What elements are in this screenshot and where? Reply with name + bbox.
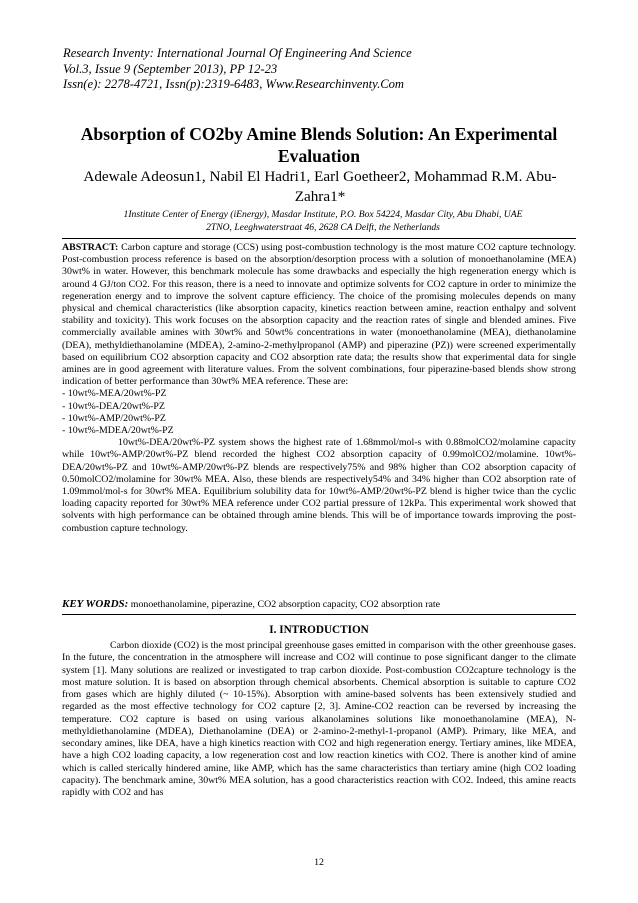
divider-top (62, 238, 576, 239)
affiliations (68, 208, 578, 234)
divider-keywords (62, 614, 576, 615)
title-line-2: Evaluation (277, 146, 361, 166)
page-number: 12 (314, 857, 324, 868)
affiliation-1: 1Institute Center of Energy (iEnergy), Masdar Institute, P.O. Box 54224, Masdar City, Abu Dhabi, UAE (123, 209, 523, 220)
keywords-text: monoethanolamine, piperazine, CO2 absorption capacity, CO2 absorption rate (130, 599, 441, 610)
keywords (62, 598, 576, 611)
blend-item-3: - 10wt%-AMP/20wt%-PZ (62, 412, 166, 424)
intro-paragraph: Carbon dioxide (CO2) is the most principal greenhouse gases emitted in comparison with the other greenhouse gases. In the future, the concentration in the atmosphere will increase and CO2 will continue to pose significant danger to the climate system [1]. Many solutions are realized or investigated to trap carbon dioxide. Post-combustion CO2capture technology is the most mature solution. It is based on absorption through chemical absorbents. Chemical absorption is suitable to capture CO2 from gases which are highly diluted (~ 10-15%). Absorption with amine-based solvents has been extensively studied and regarded as the most effective technology for CO2 capture [2, 3]. Amine-CO2 reaction can be reversed by increasing the temperature. CO2 capture is based on using various alkanolamines solutions like monoethanolamine (MEA), N-methyldiethanolamine (MDEA), Diethanolamine (DEA) or 2-amino-2-methyl-1-propanol (AMP). Primary, like MEA, and secondary amines, like DEA, have a high kinetics reaction with CO2 and high regeneration energy. Tertiary amines, like MDEA, have a high CO2 loading capacity, a low regeneration cost and low reaction kinetics with CO2. There is another kind of amine which is called sterically hindered amine, like AMP, which has the same characteristics than tertiary amine (high CO2 loading capacity). The benchmark amine, 30wt% MEA solution, has a good characteristics reaction with CO2. Indeed, this amine reacts rapidly with CO2 and has (62, 640, 576, 798)
title-line-1: Absorption of CO2by Amine Blends Solution: An Experimental (80, 124, 558, 144)
blend-item-4: - 10wt%-MDEA/20wt%-PZ (62, 425, 174, 437)
introduction (62, 640, 576, 799)
authors-line-1: Adewale Adeosun1, Nabil El Hadri1, Earl Goetheer2, Mohammad R.M. Abu- (83, 168, 557, 185)
blend-item-1: - 10wt%-MEA/20wt%-PZ (62, 388, 167, 400)
journal-header (63, 46, 583, 93)
authors-line-2: Zahra1* (294, 188, 346, 205)
journal-name: Research Inventy: International Journal Of Engineering And Science (63, 46, 412, 60)
abstract-paragraph-1 (62, 242, 576, 388)
keywords-label: KEY WORDS: (62, 598, 129, 610)
authors (40, 167, 600, 207)
blend-item-2: - 10wt%-DEA/20wt%-PZ (62, 400, 165, 412)
paper-title (40, 123, 598, 167)
section-heading: I. INTRODUCTION (269, 624, 369, 636)
abstract-text-1: Carbon capture and storage (CCS) using post-combustion technology is the most mature CO2 capture technology. Post-combustion process reference is based on the absorption/desorption process with a solution of monoethanolamine (MEA) 30wt% in water. However, this benchmark molecule has some drawbacks and especially the high regeneration energy which is around 4 GJ/ton CO2. For this reason, there is a need to innovate and optimize solvents for CO2 capture in order to minimize the regeneration energy and to improve the solvent capture efficiency. The choice of the promising molecules depends on many physical and chemical characteristics (like absorption capacity, kinetics reaction between amine, reaction enthalpy and solvent stability and toxicity). This work focuses on the absorption capacity and the reaction rates of single and blended amines. Five commercially available amines with 30wt% and 50wt% concentrations in water (monoethanolamine (MEA), diethanolamine (DEA), methyldiethanolamine (MDEA), 2-amino-2-methylpropanol (AMP) and piperazine (PZ)) were screened experimentally based on equilibrium CO2 absorption capacity and CO2 absorption rate data; the results show that experimental data for single amines are in good agreement with literature values. From the solvent combinations, four piperazine-based blends show strong indication of better performance than 30wt% MEA reference. These are: (62, 242, 576, 388)
journal-issn: Issn(e): 2278-4721, Issn(p):2319-6483, Www.Researchinventy.Com (63, 77, 405, 91)
abstract (62, 242, 576, 535)
affiliation-2: 2TNO, Leeghwaterstraat 46, 2628 CA Delft, the Netherlands (206, 222, 440, 233)
abstract-paragraph-2: 10wt%-DEA/20wt%-PZ system shows the highest rate of 1.68mmol/mol-s with 0.88molCO2/molamine capacity while 10wt%-AMP/20wt%-PZ blend recorded the highest CO2 absorption capacity of 0.99molCO2/molamine. 10wt%-DEA/20wt%-PZ and 10wt%-AMP/20wt%-PZ blends are respectively75% and 98% higher than CO2 absorption capacity of 0.50molCO2/molamine for 30wt% MEA. Also, these blends are respectively54% and 34% higher than CO2 absorption rate of 1.09mmol/mol-s for 30wt% MEA. Equilibrium solubility data for 10wt%-AMP/20wt%-PZ blend is higher twice than the cyclic loading capacity reported for 30wt% MEA reference under CO2 partial pressure of 12kPa. This experimental work showed that solvents with high performance can be obtained through amine blends. This will be of importance towards improving the post-combustion capture technology. (62, 437, 576, 534)
journal-volume: Vol.3, Issue 9 (September 2013), PP 12-23 (63, 61, 278, 76)
abstract-label: ABSTRACT: (62, 242, 119, 253)
